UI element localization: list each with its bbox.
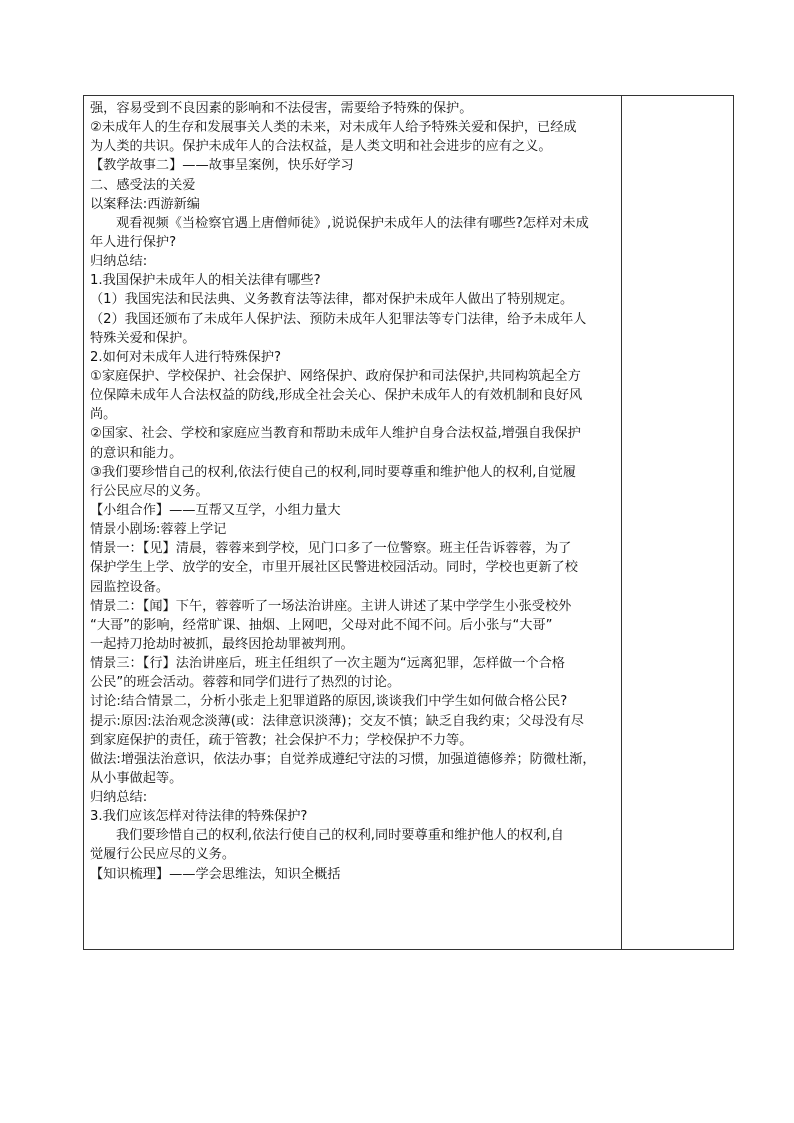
text-line: 公民”的班会活动。蓉蓉和同学们进行了热烈的讨论。	[90, 675, 401, 691]
text-line: 强，容易受到不良因素的影响和不法侵害，需要给予特殊的保护。	[90, 101, 473, 116]
text-line: （2）我国还颁布了未成年人保护法、预防未成年人犯罪法等专门法律，给予未成年人	[90, 311, 587, 327]
text-line: 3.我们应该怎样对待法律的特殊保护?	[90, 809, 308, 825]
text-line: 情景一：【见】清晨，蓉蓉来到学校，见门口多了一位警察。班主任告诉蓉蓉，为了	[90, 541, 572, 557]
text-line: “大哥”的影响，经常旷课、抽烟、上网吧，父母对此不闻不问。后小张与“大哥”	[90, 617, 553, 633]
text-line: 1.我国保护未成年人的相关法律有哪些?	[90, 273, 321, 289]
text-line: 特殊关爱和保护。	[90, 330, 196, 346]
text-line: 以案释法:西游新编	[90, 196, 200, 212]
text-line: 行公民应尽的义务。	[90, 483, 209, 499]
text-line: 情景二：【闻】下午，蓉蓉听了一场法治讲座。主讲人讲述了某中学学生小张受校外	[90, 598, 572, 614]
text-line: 位保障未成年人合法权益的防线,形成全社会关心、保护未成年人的有效机制和良好风	[90, 388, 583, 404]
text-line: 保护学生上学、放学的安全，市里开展社区民警进校园活动。同时，学校也更新了校	[90, 560, 578, 576]
text-line: ②国家、社会、学校和家庭应当教育和帮助未成年人维护自身合法权益,增强自我保护	[90, 426, 581, 442]
text-line: ①家庭保护、学校保护、社会保护、网络保护、政府保护和司法保护,共同构筑起全方	[90, 368, 581, 384]
text-line: 觉履行公民应尽的义务。	[90, 847, 236, 863]
text-line: （1）我国宪法和民法典、义务教育法等法律，都对保护未成年人做出了特别规定。	[90, 292, 574, 308]
lesson-plan-table	[83, 95, 734, 950]
text-line: 提示:原因:法治观念淡薄(或：法律意识淡薄)；交友不慎；缺乏自我约束；父母没有尽	[90, 713, 584, 729]
text-line: 【教学故事二】——故事呈案例，快乐好学习	[90, 158, 354, 174]
text-line: 的意识和能力。	[90, 445, 183, 461]
text-line: 归纳总结:	[90, 790, 148, 806]
text-line: 一起持刀抢劫时被抓，最终因抢劫罪被判刑。	[90, 636, 354, 652]
text-line: 情景三：【行】法治讲座后，班主任组织了一次主题为“远离犯罪，怎样做一个合格	[90, 656, 565, 672]
text-line: ②未成年人的生存和发展事关人类的未来，对未成年人给予特殊关爱和保护，已经成	[90, 120, 577, 136]
text-line: 二、感受法的关爱	[90, 177, 196, 193]
text-line: 归纳总结:	[90, 254, 148, 270]
text-line: ③我们要珍惜自己的权利,依法行使自己的权利,同时要尊重和维护他人的权利,自觉履	[90, 464, 576, 480]
text-line: 做法:增强法治意识，依法办事；自觉养成遵纪守法的习惯，加强道德修养；防微杜渐，	[90, 751, 596, 767]
notes-cell	[622, 96, 734, 949]
text-line: 讨论:结合情景二，分析小张走上犯罪道路的原因,谈谈我们中学生如何做合格公民?	[90, 694, 568, 710]
text-line: 我们要珍惜自己的权利,依法行使自己的权利,同时要尊重和维护他人的权利,自	[116, 828, 564, 844]
teaching-content-cell	[90, 99, 617, 884]
text-line: 为人类的共识。保护未成年人的合法权益，是人类文明和社会进步的应有之义。	[90, 139, 552, 155]
text-line: 【知识梳理】——学会思维法，知识全概括	[90, 866, 341, 882]
text-line: 年人进行保护?	[90, 234, 177, 250]
text-line: 观看视频《当检察官遇上唐僧师徒》,说说保护未成年人的法律有哪些?怎样对未成	[116, 215, 589, 231]
text-line: 园监控设备。	[90, 579, 170, 595]
text-line: 情景小剧场:蓉蓉上学记	[90, 522, 227, 538]
text-line: 尚。	[90, 407, 117, 423]
text-line: 从小事做起等。	[90, 770, 183, 786]
text-line: 2.如何对未成年人进行特殊保护?	[90, 349, 282, 365]
text-line: 【小组合作】——互帮又互学，小组力量大	[90, 502, 341, 518]
text-line: 到家庭保护的责任，疏于管教；社会保护不力；学校保护不力等。	[90, 732, 473, 748]
